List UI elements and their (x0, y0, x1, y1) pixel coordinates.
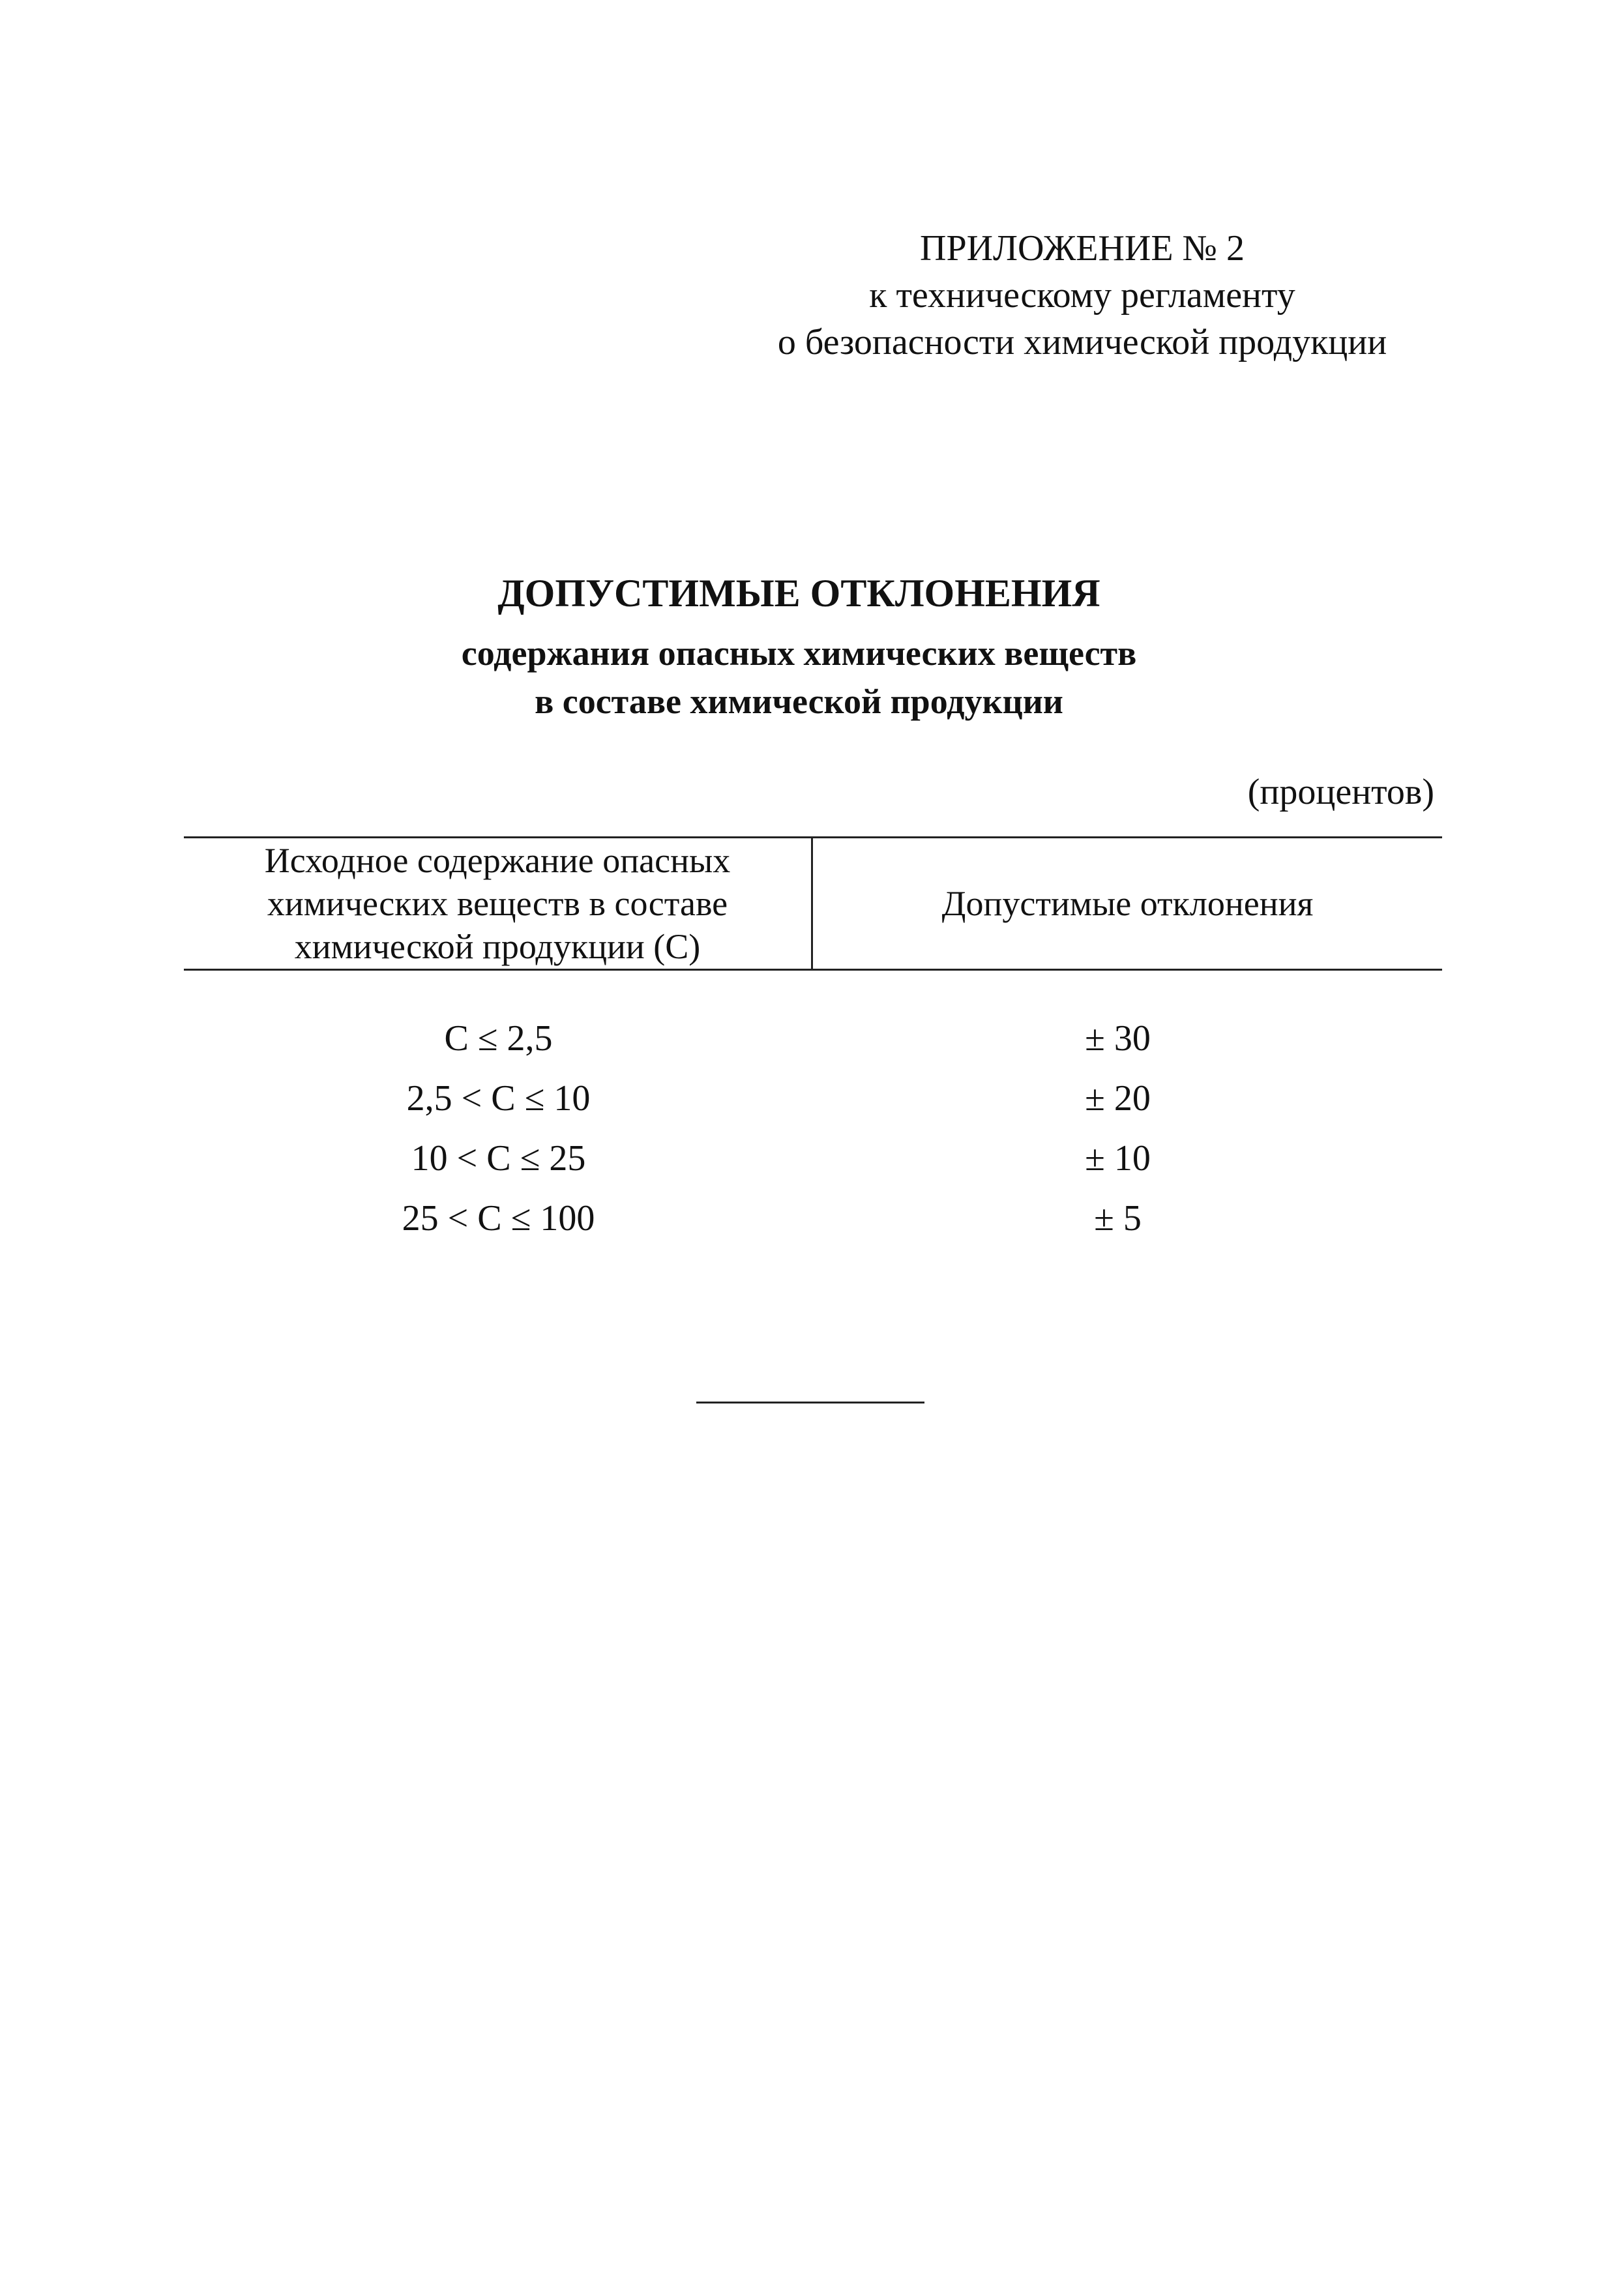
cell-deviation: ± 30 (1085, 1018, 1151, 1059)
cell-range: 10 < С ≤ 25 (411, 1138, 586, 1179)
document-subtitle (0, 629, 1611, 726)
table-row (184, 1068, 1442, 1128)
cell-range: С ≤ 2,5 (444, 1018, 553, 1059)
cell-deviation: ± 20 (1085, 1078, 1151, 1119)
header-initial-content (184, 838, 813, 969)
appendix-line-2: о безопасности химической продукции (777, 322, 1387, 362)
table-row (184, 1008, 1442, 1068)
appendix-line-1: к техническому регламенту (869, 275, 1295, 316)
table-row (184, 1128, 1442, 1188)
document-title: ДОПУСТИМЫЕ ОТКЛОНЕНИЯ (497, 572, 1100, 615)
subtitle-line-1: содержания опасных химических веществ (461, 634, 1137, 673)
cell-deviation: ± 5 (1094, 1198, 1142, 1239)
header-col1-line-1: Исходное содержание опасных (264, 841, 731, 880)
cell-range: 25 < С ≤ 100 (402, 1198, 595, 1239)
appendix-title: ПРИЛОЖЕНИЕ № 2 (920, 228, 1245, 269)
header-allowed-deviations: Допустимые отклонения (941, 884, 1314, 923)
appendix-header (737, 225, 1428, 366)
end-separator (696, 1402, 924, 1403)
header-col1-line-3: химической продукции (С) (294, 927, 701, 966)
cell-range: 2,5 < С ≤ 10 (406, 1078, 591, 1119)
table-header (184, 838, 1442, 969)
table-body (184, 971, 1442, 1248)
header-col1-line-2: химических веществ в составе (267, 884, 728, 923)
subtitle-line-2: в составе химической продукции (535, 682, 1063, 721)
units-note: (процентов) (1247, 772, 1434, 812)
table-row (184, 1188, 1442, 1248)
deviations-table (184, 836, 1442, 1248)
cell-deviation: ± 10 (1085, 1138, 1151, 1179)
